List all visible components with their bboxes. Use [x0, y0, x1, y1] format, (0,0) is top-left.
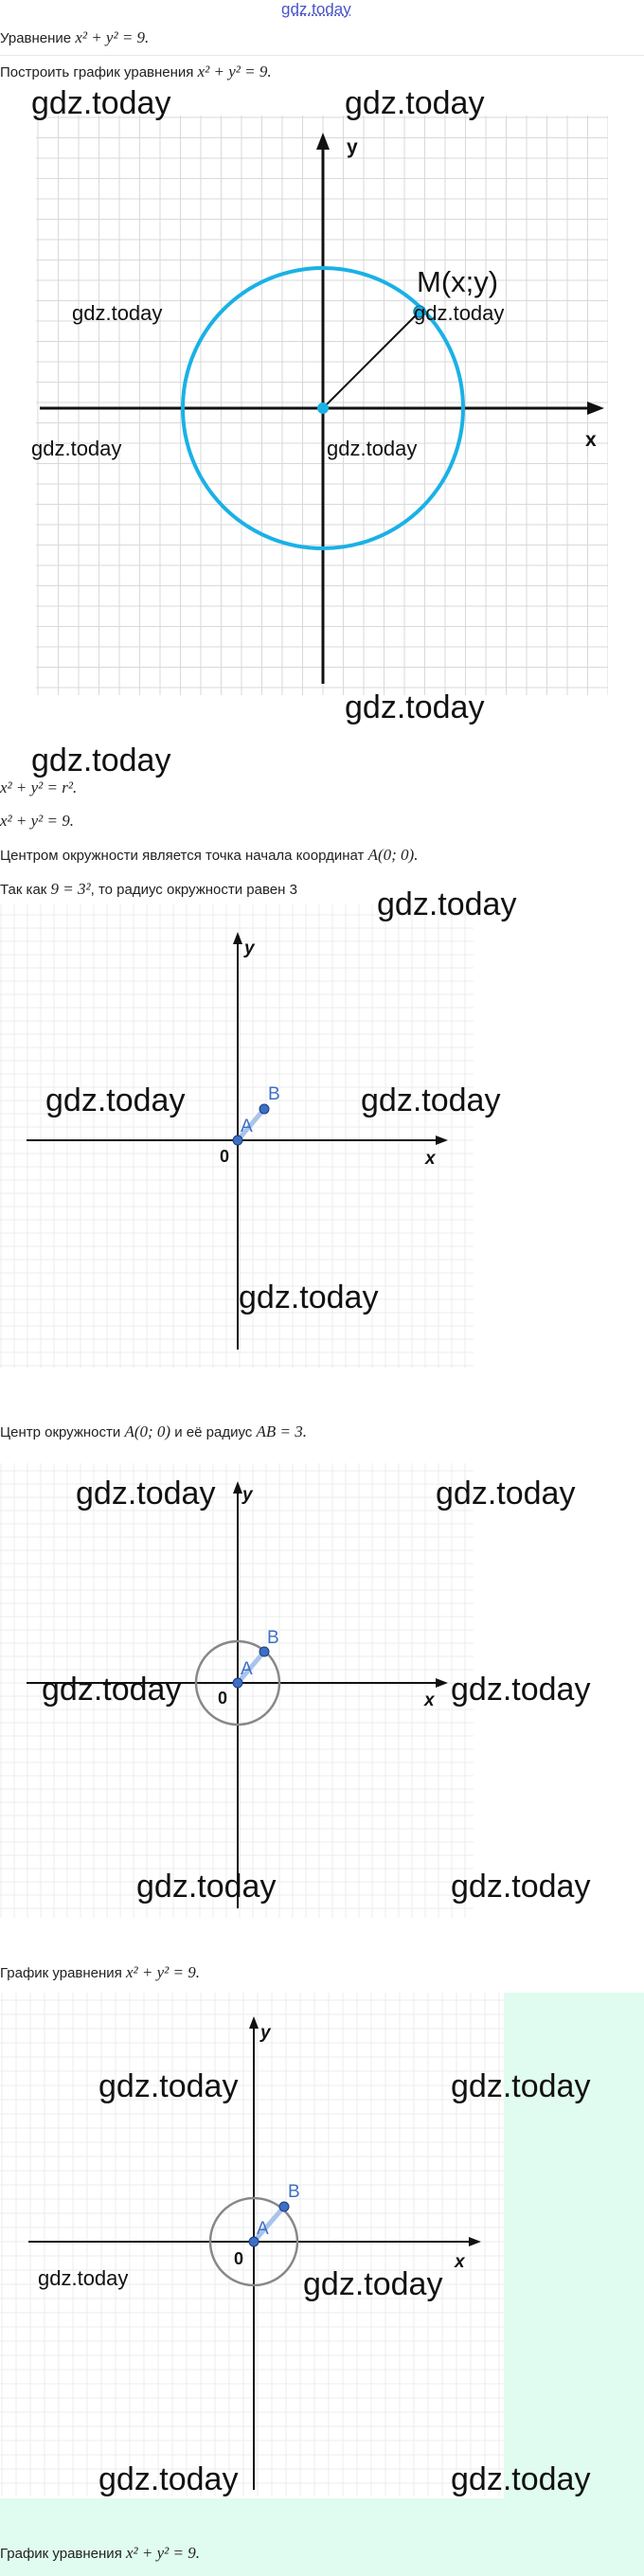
watermark: gdz.today: [345, 85, 485, 121]
center-text: [0, 846, 418, 866]
watermark: gdz.today: [436, 1476, 576, 1512]
watermark: gdz.today: [451, 2068, 591, 2104]
graph-caption: [0, 1963, 200, 1983]
general-formula: x² + y² = r².: [0, 778, 78, 796]
figure2-y-label: y: [244, 939, 255, 958]
radius-text: [0, 880, 297, 900]
radius-after: , то радиус окружности равен 3: [90, 882, 297, 898]
task-formula: x² + y² = 9.: [197, 63, 272, 80]
watermark: gdz.today: [377, 886, 517, 922]
statement-formula: x² + y² = 9.: [75, 28, 150, 46]
watermark: gdz.today: [345, 689, 485, 725]
figure-final-graph: [0, 1993, 504, 2496]
final-caption: [0, 2544, 200, 2564]
task-label: Построить график уравнения: [0, 64, 198, 80]
watermark: gdz.today: [414, 301, 505, 325]
final-caption-text: График уравнения: [0, 2546, 126, 2562]
watermark: gdz.today: [451, 1672, 591, 1708]
accent-footer: [0, 2498, 644, 2576]
figure2-y-arrow: [233, 932, 242, 944]
figure-circle-graph: [36, 116, 608, 695]
figure1-x-arrow: [587, 402, 604, 415]
center-label: Центром окружности является точка начала координат: [0, 848, 368, 864]
figure3-x-arrow: [436, 1678, 448, 1688]
figure1-y-arrow: [316, 133, 330, 150]
watermark: gdz.today: [31, 742, 171, 778]
figure1-x-label: x: [585, 429, 597, 451]
figure4-y-label: y: [260, 2023, 271, 2043]
figure2-origin: 0: [220, 1147, 230, 1166]
figure4-point-b: [279, 2202, 289, 2211]
watermark: gdz.today: [45, 1082, 186, 1118]
watermark: gdz.today: [451, 1869, 591, 1905]
general-equation: [0, 778, 77, 798]
watermark: gdz.today: [239, 1279, 379, 1315]
figure3-x-label: x: [424, 1690, 435, 1710]
figure3-y-label: y: [242, 1485, 253, 1505]
figure2-point-b: [259, 1104, 269, 1114]
radius-before: Так как: [0, 882, 51, 898]
figure1-radius: [323, 312, 420, 408]
cr-before: Центр окружности: [0, 1424, 125, 1440]
figure4-origin: 0: [234, 2249, 244, 2268]
figure3-point-a: [233, 1678, 242, 1688]
watermark: gdz.today: [303, 2266, 443, 2302]
figure-step1-graph: [0, 904, 474, 1368]
figure3-origin: 0: [218, 1689, 228, 1708]
figure2-x-arrow: [436, 1136, 448, 1145]
site-logo[interactable]: gdz.today: [281, 0, 351, 18]
watermark: gdz.today: [327, 437, 418, 460]
divider: [0, 55, 644, 56]
watermark: gdz.today: [72, 301, 163, 325]
figure2-label-b: B: [268, 1084, 280, 1104]
watermark: gdz.today: [31, 85, 171, 121]
cr-center: A(0; 0): [124, 1422, 171, 1440]
figure1-center-point: [317, 402, 329, 414]
watermark: gdz.today: [42, 1672, 182, 1708]
figure4-x-label: x: [455, 2252, 465, 2272]
watermark: gdz.today: [451, 2461, 591, 2497]
figure3-label-b: B: [267, 1628, 279, 1648]
figure3-y-arrow: [233, 1481, 242, 1494]
radius-formula: 9 = 3²: [50, 880, 91, 898]
task-text: [0, 63, 272, 82]
given-formula: x² + y² = 9.: [0, 812, 74, 830]
figure4-label-a: A: [257, 2219, 269, 2239]
figure4-label-b: B: [288, 2182, 300, 2202]
watermark: gdz.today: [76, 1476, 216, 1512]
figure2-point-a: [233, 1136, 242, 1145]
graph-caption-formula: x² + y² = 9.: [125, 1963, 200, 1981]
center-formula: A(0; 0).: [367, 846, 419, 864]
figure2-label-a: A: [241, 1117, 253, 1136]
statement-text: Уравнение: [0, 30, 76, 46]
figure1-y-label: y: [347, 136, 358, 158]
watermark: gdz.today: [98, 2461, 239, 2497]
watermark: gdz.today: [136, 1869, 277, 1905]
cr-radius: AB = 3.: [256, 1422, 307, 1440]
figure3-label-a: A: [241, 1659, 253, 1679]
watermark: gdz.today: [31, 437, 122, 460]
watermark: gdz.today: [361, 1082, 501, 1118]
final-caption-formula: x² + y² = 9.: [125, 2544, 200, 2562]
graph-caption-text: График уравнения: [0, 1965, 126, 1981]
given-equation: [0, 812, 74, 832]
figure3-point-b: [259, 1647, 269, 1656]
equation-statement: [0, 28, 149, 48]
figure2-x-label: x: [425, 1149, 436, 1169]
figure1-point-label: M(x;y): [417, 265, 499, 298]
watermark: gdz.today: [98, 2068, 239, 2104]
cr-middle: и её радиус: [170, 1424, 257, 1440]
center-radius-text: [0, 1422, 307, 1442]
watermark: gdz.today: [38, 2266, 129, 2290]
